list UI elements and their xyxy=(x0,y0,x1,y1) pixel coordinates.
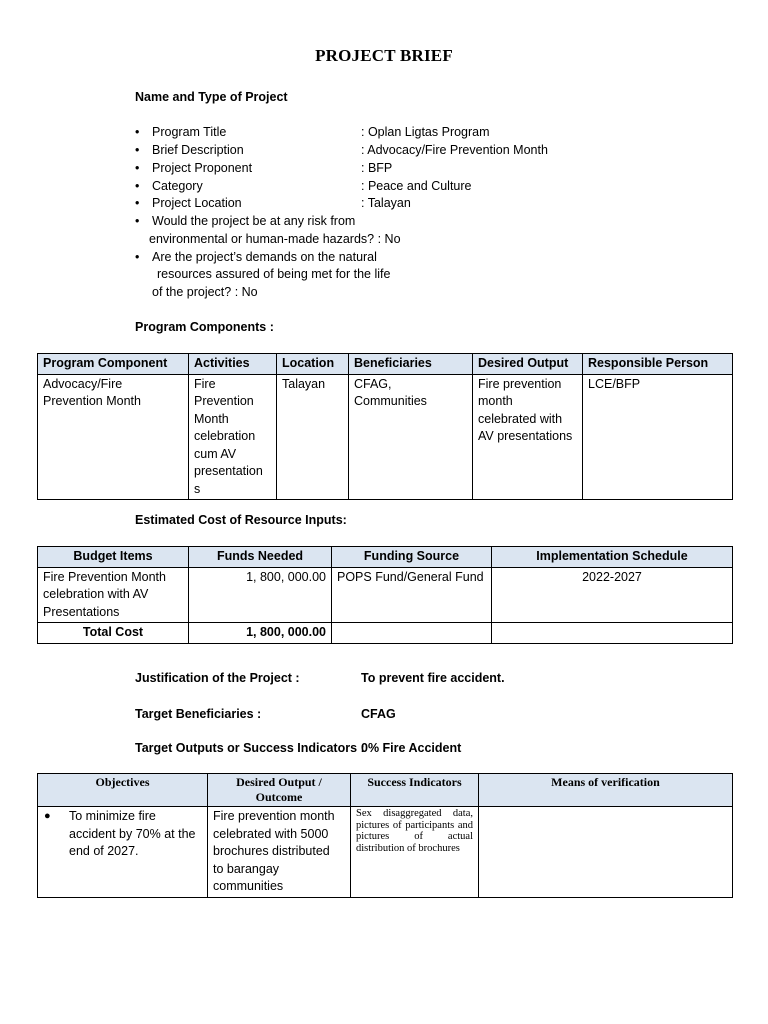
header-cell: Desired Output / Outcome xyxy=(208,774,351,807)
header-cell: Beneficiaries xyxy=(349,354,473,375)
header-cell: Success Indicators xyxy=(351,774,479,807)
schedule-cell: 2022-2027 xyxy=(492,567,733,623)
table-row xyxy=(38,807,733,898)
cost-table xyxy=(37,546,733,644)
resources-question: Are the project’s demands on the natural xyxy=(152,250,377,264)
resources-question: of the project? : No xyxy=(152,285,258,299)
program-components-heading: Program Components : xyxy=(135,320,274,334)
empty-cell xyxy=(492,623,733,644)
table-header-row xyxy=(38,547,733,568)
cost-heading: Estimated Cost of Resource Inputs: xyxy=(135,513,347,527)
risk-question: Would the project be at any risk from xyxy=(152,214,356,228)
total-value: 1, 800, 000.00 xyxy=(189,623,332,644)
info-value: : Peace and Culture xyxy=(361,179,472,193)
header-cell: Desired Output xyxy=(473,354,583,375)
justification-value: To prevent fire accident. xyxy=(361,671,505,685)
means-of-verification-cell xyxy=(479,807,733,898)
responsible-cell: LCE/BFP xyxy=(583,374,733,500)
justification-label: Justification of the Project : xyxy=(135,671,300,685)
info-value: : Oplan Ligtas Program xyxy=(361,125,490,139)
header-cell: Objectives xyxy=(38,774,208,807)
success-indicators-cell: Sex disaggregated data, pictures of participants and pictures of actual distribution of brochures xyxy=(351,807,479,898)
target-beneficiaries-label: Target Beneficiaries : xyxy=(135,707,262,721)
bullet-icon: • xyxy=(135,125,140,139)
header-cell: Implementation Schedule xyxy=(492,547,733,568)
page-title: PROJECT BRIEF xyxy=(315,46,453,65)
header-cell: Program Component xyxy=(38,354,189,375)
components-table xyxy=(37,353,733,500)
objective-cell: ● To minimize fire accident by 70% at the end of 2027. xyxy=(38,807,208,898)
header-cell: Location xyxy=(277,354,349,375)
bullet-icon: • xyxy=(135,250,140,264)
table-header-row xyxy=(38,354,733,375)
empty-cell xyxy=(332,623,492,644)
desired-output-cell: Fire prevention month celebrated with 5000 brochures distributed to barangay communities xyxy=(208,807,351,898)
info-value: : Talayan xyxy=(361,196,411,210)
info-value: : Advocacy/Fire Prevention Month xyxy=(361,143,548,157)
desired-output-cell: Fire prevention month celebrated with AV presentations xyxy=(473,374,583,500)
info-label: Category xyxy=(152,179,203,193)
info-value: : BFP xyxy=(361,161,393,175)
funds-cell: 1, 800, 000.00 xyxy=(189,567,332,623)
bullet-icon: • xyxy=(135,196,140,210)
total-label: Total Cost xyxy=(38,623,189,644)
table-row xyxy=(38,567,733,623)
activities-cell: Fire Prevention Month celebration cum AV presentation s xyxy=(189,374,277,500)
info-label: Program Title xyxy=(152,125,227,139)
budget-item-cell: Fire Prevention Month celebration with AV Presentations xyxy=(38,567,189,623)
total-row xyxy=(38,623,733,644)
bullet-icon: • xyxy=(135,214,140,228)
risk-question: environmental or human-made hazards? : No xyxy=(149,232,401,246)
header-cell: Responsible Person xyxy=(583,354,733,375)
beneficiaries-cell: CFAG, Communities xyxy=(349,374,473,500)
bullet-icon: • xyxy=(135,179,140,193)
bullet-icon: ● xyxy=(44,810,51,822)
info-label: Project Location xyxy=(152,196,242,210)
table-row xyxy=(38,374,733,500)
header-cell: Budget Items xyxy=(38,547,189,568)
target-outputs-value: 0% Fire Accident xyxy=(361,741,462,755)
objectives-table xyxy=(37,773,733,898)
info-label: Project Proponent xyxy=(152,161,253,175)
bullet-icon: • xyxy=(135,143,140,157)
header-cell: Funding Source xyxy=(332,547,492,568)
component-cell: Advocacy/Fire Prevention Month xyxy=(38,374,189,500)
resources-question: resources assured of being met for the life xyxy=(157,267,391,281)
info-label: Brief Description xyxy=(152,143,244,157)
location-cell: Talayan xyxy=(277,374,349,500)
header-cell: Funds Needed xyxy=(189,547,332,568)
bullet-icon: • xyxy=(135,161,140,175)
target-beneficiaries-value: CFAG xyxy=(361,707,396,721)
name-type-heading: Name and Type of Project xyxy=(135,90,288,104)
header-cell: Means of verification xyxy=(479,774,733,807)
target-outputs-label: Target Outputs or Success Indicators : xyxy=(135,741,365,755)
table-header-row xyxy=(38,774,733,807)
source-cell: POPS Fund/General Fund xyxy=(332,567,492,623)
header-cell: Activities xyxy=(189,354,277,375)
